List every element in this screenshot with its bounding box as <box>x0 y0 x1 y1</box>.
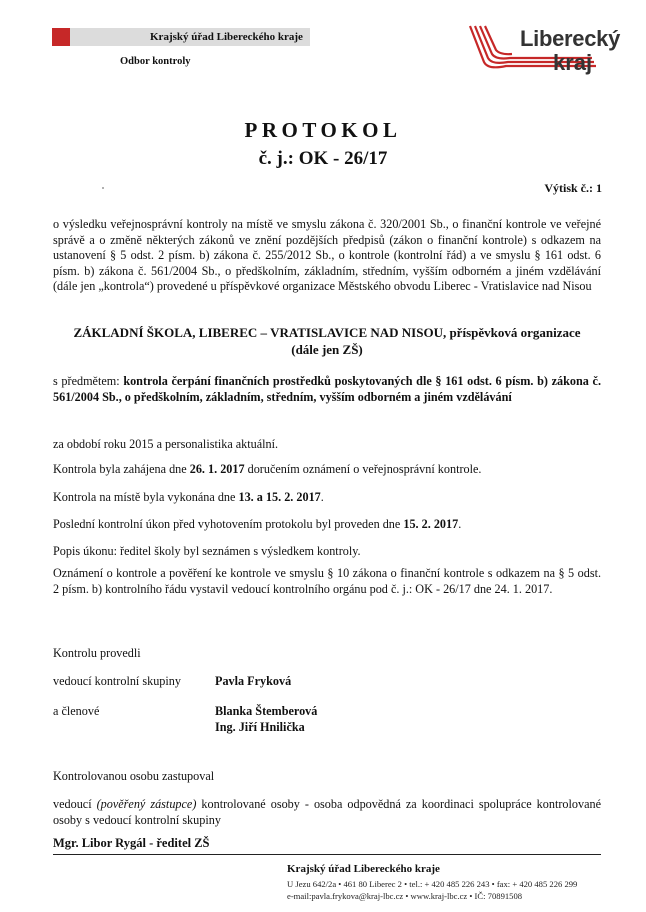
header-department: Odbor kontroly <box>120 56 191 67</box>
footer-divider <box>53 854 601 855</box>
reference-number: č. j.: OK - 26/17 <box>258 148 388 169</box>
period-line: za období roku 2015 a personalistika aktuální. <box>53 437 279 451</box>
represented-italic: (pověřený zástupce) <box>96 797 197 811</box>
scan-speck <box>102 187 104 189</box>
logo-text-liberecky: Liberecký <box>520 26 621 51</box>
footer-contact: e-mail:pavla.frykova@kraj-lbc.cz • www.kraj-lbc.cz • IČ: 70891508 <box>287 891 523 901</box>
leader-name: Pavla Fryková <box>215 674 292 688</box>
logo-text-kraj: kraj <box>553 50 593 75</box>
copy-number: Výtisk č.: 1 <box>544 181 602 195</box>
subject-text: kontrola čerpání finančních prostředků poskytovaných dle § 161 odst. 6 písm. b) zákona č. 561/2004 Sb., o předškolním, základním, středním, vyšším odborném a jiném vzdělávání <box>53 374 602 404</box>
header-red-square <box>52 28 70 46</box>
last-act-after: . <box>458 517 462 531</box>
school-name-line2: (dále jen ZŠ) <box>291 341 363 357</box>
start-after: doručením oznámení o veřejnosprávní kontrole. <box>244 462 482 476</box>
footer-office-name: Krajský úřad Libereckého kraje <box>287 863 440 875</box>
represented-after: kontrolované osoby - osoba odpovědná za koordinaci spolupráce kontrolované osoby s vedoucí kontrolní skupiny <box>53 797 601 827</box>
intro-paragraph: o výsledku veřejnosprávní kontroly na místě ve smyslu zákona č. 320/2001 Sb., o finanční kontrole ve veřejné správě a o změně některých zákonů ve znění pozdějších předpisů (zákon o finanční kontrole) s odkazem na ustanovení § 5 odst. 2 písm. b) zákona č. 255/2012 Sb., o kontrole (kontrolní řád) a ve smyslu § 161 odst. 6 písm. b) zákona č. 561/2004 Sb., o předškolním, základním, středním, vyšším odborném a jiném vzdělávání (dále jen „kontrola“) provedené u příspěvkové organizace Městského obvodu Liberec - Vratislavice nad Nisou <box>53 217 601 294</box>
conducted-by-label: Kontrolu provedli <box>53 646 141 660</box>
onsite-line <box>53 490 324 505</box>
signer-name: Mgr. Libor Rygál - ředitel ZŠ <box>53 836 210 850</box>
represented-paragraph <box>53 797 601 828</box>
last-act-date: 15. 2. 2017 <box>403 517 459 531</box>
school-name-line1: ZÁKLADNÍ ŠKOLA, LIBEREC – VRATISLAVICE NAD NISOU, příspěvková organizace <box>73 325 581 340</box>
represented-label: Kontrolovanou osobu zastupoval <box>53 769 215 783</box>
footer-address: U Jezu 642/2a • 461 80 Liberec 2 • tel.: + 420 485 226 243 • fax: + 420 485 226 299 <box>287 879 578 889</box>
member-name: Ing. Jiří Hnilička <box>215 720 305 734</box>
start-date: 26. 1. 2017 <box>189 462 245 476</box>
start-line <box>53 462 481 477</box>
start-before: Kontrola byla zahájena dne <box>53 462 190 476</box>
onsite-date: 13. a 15. 2. 2017 <box>238 490 321 504</box>
act-description: Popis úkonu: ředitel školy byl seznámen s výsledkem kontroly. <box>53 544 361 558</box>
subject-paragraph <box>53 374 601 405</box>
school-name <box>53 325 601 358</box>
subject-prefix: s předmětem: <box>53 374 124 388</box>
last-act-line <box>53 517 461 532</box>
represented-before: vedoucí <box>53 797 97 811</box>
members-label: a členové <box>53 704 100 718</box>
document-title: PROTOKOL <box>244 118 402 142</box>
notice-paragraph: Oznámení o kontrole a pověření ke kontrole ve smyslu § 10 zákona o finanční kontrole s odkazem na § 5 odst. 2 písm. b) kontrolního řádu vystavil vedoucí kontrolního orgánu pod č. j.: OK - 26/17 dne 24. 1. 2017. <box>53 566 601 596</box>
leader-label: vedoucí kontrolní skupiny <box>53 674 181 688</box>
header-office-name: Krajský úřad Libereckého kraje <box>150 31 303 43</box>
onsite-before: Kontrola na místě byla vykonána dne <box>53 490 239 504</box>
member-name: Blanka Štemberová <box>215 704 318 718</box>
onsite-after: . <box>320 490 324 504</box>
last-act-before: Poslední kontrolní úkon před vyhotovením protokolu byl proveden dne <box>53 517 404 531</box>
